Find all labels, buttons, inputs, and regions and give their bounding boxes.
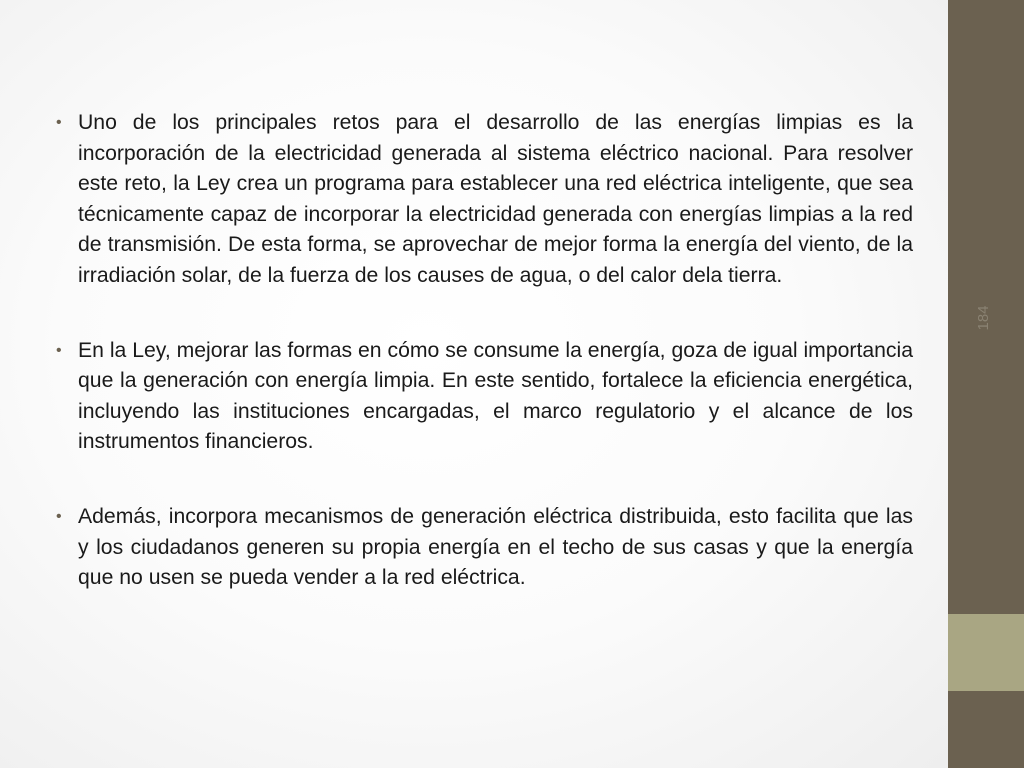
bullet-item	[56, 336, 913, 458]
bullet-dot-icon: •	[56, 341, 62, 359]
bullet-dot-icon: •	[56, 507, 62, 525]
bullet-text: En la Ley, mejorar las formas en cómo se consume la energía, goza de igual importancia que la generación con energía limpia. En este sentido, fortalece la eficiencia energética, incluyendo las instituciones encargadas, el marco regulatorio y el alcance de los instrumentos financieros.	[78, 338, 913, 454]
slide-number: 184	[975, 305, 992, 331]
bullet-text: Además, incorpora mecanismos de generación eléctrica distribuida, esto facilita que las y los ciudadanos generen su propia energía en el techo de sus casas y que la energía que no usen se pueda vender a la red eléctrica.	[78, 504, 913, 590]
bullet-item	[56, 502, 913, 594]
bullet-dot-icon: •	[56, 114, 62, 131]
sidebar-accent-block	[948, 614, 1024, 691]
bullet-list	[56, 108, 913, 638]
bullet-item	[56, 108, 913, 292]
bullet-text: Uno de los principales retos para el desarrollo de las energías limpias es la incorporación de la electricidad generada al sistema eléctrico nacional. Para resolver este reto, la Ley crea un programa para establecer una red eléctrica inteligente, que sea técnicamente capaz de incorporar la electricidad generada con energías limpias a la red de transmisión. De esta forma, se aprovechar de mejor forma la energía del viento, de la irradiación solar, de la fuerza de los causes de agua, o del calor dela tierra.	[78, 111, 913, 287]
